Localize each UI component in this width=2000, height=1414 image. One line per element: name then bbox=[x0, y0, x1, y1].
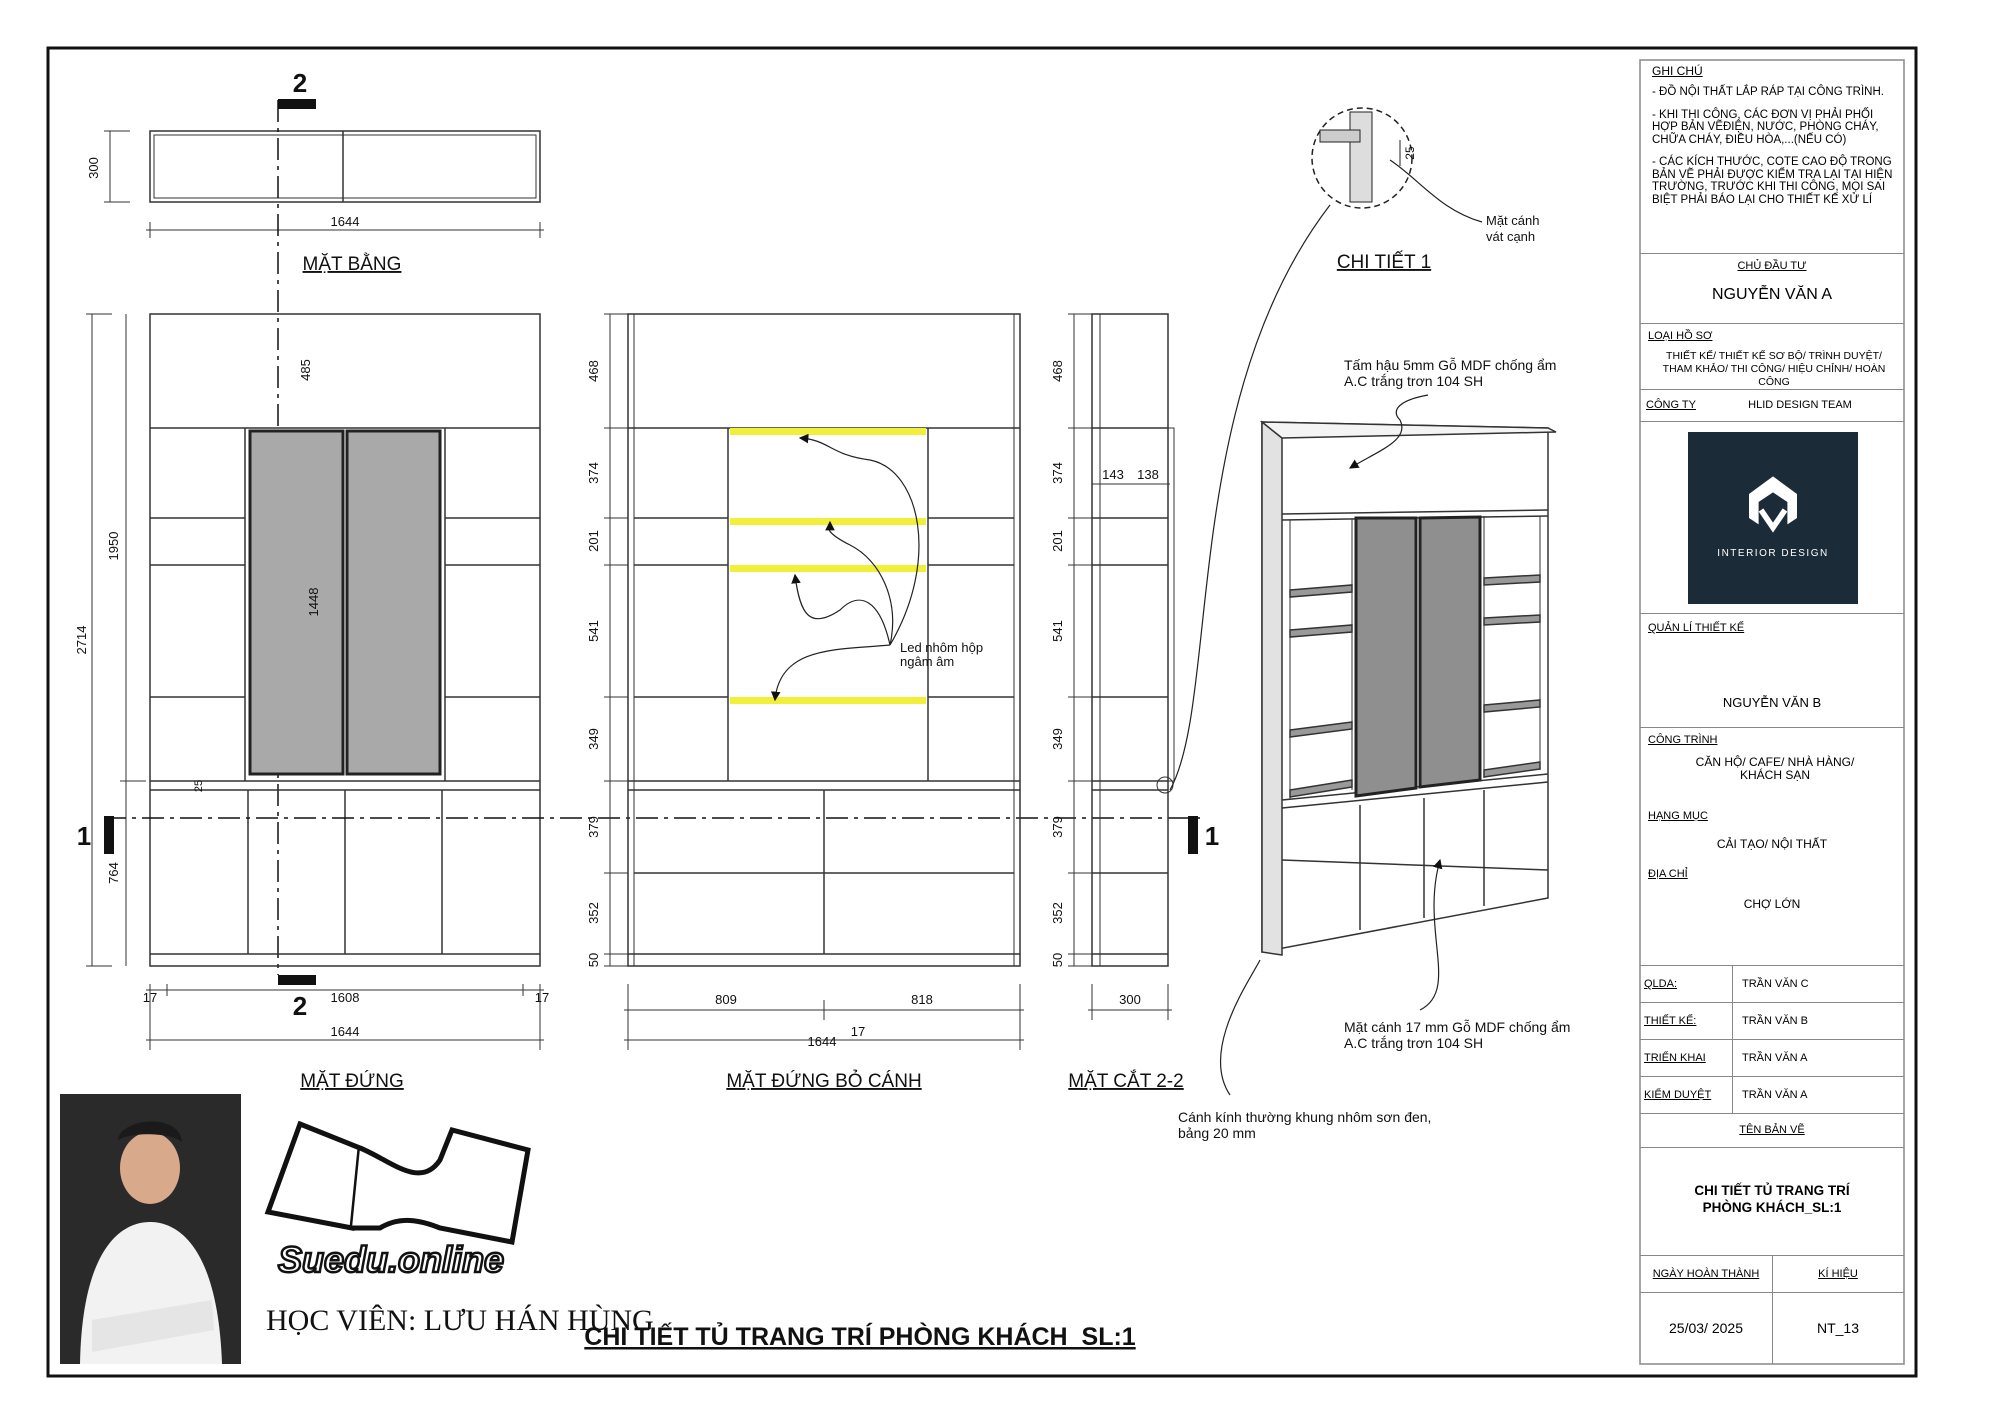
notes-list bbox=[1652, 86, 1894, 216]
row-dim: 379 bbox=[586, 816, 601, 838]
dim-inner: 1608 bbox=[330, 990, 360, 1005]
led-note-line2: ngâm âm bbox=[900, 654, 955, 669]
dim-right-bay: 818 bbox=[911, 992, 933, 1007]
section-dim-a: 143 bbox=[1102, 467, 1124, 482]
completion-date: 25/03/ 2025 bbox=[1669, 1320, 1743, 1336]
drawing-title: CHI TIẾT TỦ TRANG TRÍ PHÒNG KHÁCH_SL:1 bbox=[584, 1323, 1136, 1351]
brand-watermark: Suedu.online bbox=[278, 1239, 505, 1280]
role-divider bbox=[1732, 1077, 1733, 1114]
row-dim: 352 bbox=[586, 902, 601, 924]
notes-section bbox=[1640, 60, 1904, 254]
dim-top: 485 bbox=[298, 359, 313, 381]
dim-side-left: 17 bbox=[142, 990, 158, 1005]
project-info-section bbox=[1640, 728, 1904, 966]
company-logo bbox=[1688, 432, 1858, 604]
dim-lower-height: 764 bbox=[106, 862, 121, 884]
doc-type-label: LOẠI HỒ SƠ bbox=[1648, 330, 1713, 342]
row-divider bbox=[1640, 1292, 1904, 1293]
date-label: NGÀY HOÀN THÀNH bbox=[1652, 1268, 1760, 1280]
dim-left-bay: 809 bbox=[715, 992, 737, 1007]
row-dim: 541 bbox=[1050, 620, 1065, 642]
section-row-dims bbox=[1050, 360, 1065, 967]
section-dim-b: 138 bbox=[1137, 467, 1159, 482]
row-dim: 468 bbox=[586, 360, 601, 382]
dim-total-width-2: 1644 bbox=[807, 1034, 837, 1049]
glass-note-line1: Cánh kính thường khung nhôm sơn đen, bbox=[1178, 1109, 1432, 1125]
role-row bbox=[1640, 1003, 1904, 1040]
role-name: TRẦN VĂN C bbox=[1742, 978, 1809, 990]
back-panel-note-line2: A.C trắng trơn 104 SH bbox=[1344, 373, 1484, 389]
date-code-row bbox=[1640, 1256, 1904, 1364]
detail-title: CHI TIẾT 1 bbox=[1336, 252, 1432, 273]
dim-upper-height: 1950 bbox=[106, 531, 121, 561]
role-row bbox=[1640, 1040, 1904, 1077]
section-2-2 bbox=[1092, 314, 1174, 966]
code-label: KÍ HIỆU bbox=[1818, 1268, 1858, 1280]
section-title: MẶT CẮT 2-2 bbox=[1068, 1071, 1184, 1092]
role-label: QLDA: bbox=[1644, 978, 1678, 990]
elevation-no-doors-title: MẶT ĐỨNG BỎ CÁNH bbox=[726, 1071, 922, 1092]
row-dim: 468 bbox=[1050, 360, 1065, 382]
address-label: ĐỊA CHỈ bbox=[1648, 868, 1688, 880]
drawing-code: NT_13 bbox=[1816, 1320, 1860, 1336]
item-name: CẢI TẠO/ NỘI THẤT bbox=[1716, 837, 1828, 851]
plan-width-dim: 1644 bbox=[330, 214, 360, 229]
front-elevation-title: MẶT ĐỨNG bbox=[300, 1071, 404, 1092]
section-marker-2-top: 2 bbox=[292, 68, 308, 98]
company-label: CÔNG TY bbox=[1646, 399, 1696, 411]
detail-1 bbox=[1312, 108, 1482, 222]
roles-table bbox=[1640, 966, 1904, 1114]
role-label: THIẾT KẾ: bbox=[1644, 1015, 1697, 1027]
detail-note-line2: vát cạnh bbox=[1486, 229, 1536, 244]
role-row bbox=[1640, 1077, 1904, 1114]
row-dim: 541 bbox=[586, 620, 601, 642]
logo-text: INTERIOR DESIGN bbox=[1717, 548, 1829, 559]
row-dim: 50 bbox=[1050, 952, 1065, 968]
manager-label: QUẢN LÍ THIẾT KẾ bbox=[1648, 622, 1745, 634]
dim-total-width: 1644 bbox=[330, 1024, 360, 1039]
row-dim: 374 bbox=[1050, 462, 1065, 484]
sheet-name-label: TÊN BẢN VẼ bbox=[1739, 1124, 1805, 1136]
dim-glass: 1448 bbox=[306, 587, 321, 617]
glass-doors bbox=[250, 431, 440, 774]
owner-section bbox=[1640, 254, 1904, 324]
role-row bbox=[1640, 966, 1904, 1003]
led-strips bbox=[730, 428, 926, 704]
company-section bbox=[1640, 390, 1904, 422]
notes-header: GHI CHÚ bbox=[1652, 64, 1703, 78]
note-item: - KHI THI CÔNG, CÁC ĐƠN VỊ PHẢI PHỐI HỢP BẢN VẼĐIỆN, NƯỚC, PHÒNG CHÁY, CHỮA CHÁY, ĐIỀU HÒA,...(NẾU CÓ) bbox=[1652, 108, 1879, 146]
section-depth-dim: 300 bbox=[1119, 992, 1141, 1007]
row-dim: 349 bbox=[586, 728, 601, 750]
elevation-no-doors-dims bbox=[604, 314, 1024, 1050]
door-face-note-line2: A.C trắng trơn 104 SH bbox=[1344, 1035, 1484, 1051]
plan-depth-dim: 300 bbox=[86, 157, 101, 179]
role-divider bbox=[1732, 1040, 1733, 1077]
section-line-1 bbox=[104, 816, 1204, 854]
led-note-line1: Led nhôm hộp bbox=[900, 640, 984, 655]
role-label: KIỂM DUYỆT bbox=[1644, 1089, 1712, 1101]
owner-name: NGUYỄN VĂN A bbox=[1711, 286, 1833, 303]
role-name: TRẦN VĂN A bbox=[1742, 1052, 1808, 1064]
role-label: TRIỂN KHAI bbox=[1644, 1052, 1706, 1064]
glass-note-line2: bảng 20 mm bbox=[1178, 1125, 1256, 1141]
door-face-note-line1: Mặt cánh 17 mm Gỗ MDF chống ẩm bbox=[1344, 1019, 1571, 1035]
section-dims bbox=[1068, 314, 1172, 1020]
back-panel-note-line1: Tấm hậu 5mm Gỗ MDF chống ẩm bbox=[1344, 357, 1557, 373]
dim-gap: 25 bbox=[193, 779, 205, 793]
row-dim: 379 bbox=[1050, 816, 1065, 838]
row-dim: 374 bbox=[586, 462, 601, 484]
logo-mark-icon bbox=[1733, 462, 1813, 542]
role-divider bbox=[1732, 1003, 1733, 1040]
manager-name: NGUYỄN VĂN B bbox=[1722, 695, 1822, 710]
note-item: - ĐỒ NỘI THẤT LẮP RÁP TẠI CÔNG TRÌNH. bbox=[1652, 86, 1884, 98]
dim-mid-panel: 17 bbox=[850, 1024, 866, 1039]
company-name: HLID DESIGN TEAM bbox=[1748, 399, 1852, 411]
role-divider bbox=[1732, 966, 1733, 1003]
detail-note-line1: Mặt cánh bbox=[1486, 213, 1540, 228]
plan-view bbox=[104, 131, 544, 238]
logo-section bbox=[1640, 422, 1904, 614]
address: CHỢ LỚN bbox=[1743, 897, 1801, 911]
row-dim: 352 bbox=[1050, 902, 1065, 924]
dim-side-right: 17 bbox=[534, 990, 550, 1005]
role-name: TRẦN VĂN B bbox=[1742, 1015, 1809, 1027]
section-marker-1-right: 1 bbox=[1204, 821, 1220, 851]
dim-total-height: 2714 bbox=[74, 625, 89, 655]
plan-title: MẶT BẰNG bbox=[302, 254, 402, 275]
section-marker-1-left: 1 bbox=[76, 821, 92, 851]
row-dim: 50 bbox=[586, 952, 601, 968]
detail-dim: 25 bbox=[1403, 146, 1417, 160]
manager-section bbox=[1640, 614, 1904, 728]
doc-type-section bbox=[1640, 324, 1904, 390]
brand-logo bbox=[268, 1124, 528, 1242]
student-photo bbox=[60, 1094, 241, 1364]
row-dim: 201 bbox=[1050, 530, 1065, 552]
sheet-name: CHI TIẾT TỦ TRANG TRÍ PHÒNG KHÁCH_SL:1 bbox=[1694, 1183, 1850, 1215]
sheet-name-row bbox=[1640, 1148, 1904, 1256]
section-marker-2-bottom: 2 bbox=[292, 991, 308, 1021]
project-name: CĂN HỘ/ CAFE/ NHÀ HÀNG/ KHÁCH SẠN bbox=[1695, 755, 1855, 782]
student-name: HỌC VIÊN: LƯU HÁN HÙNG bbox=[266, 1304, 654, 1337]
role-name: TRẦN VĂN A bbox=[1742, 1089, 1808, 1101]
project-label: CÔNG TRÌNH bbox=[1648, 734, 1718, 746]
sheet-name-label-row bbox=[1640, 1114, 1904, 1148]
isometric-view bbox=[1262, 422, 1556, 955]
row-dim: 349 bbox=[1050, 728, 1065, 750]
front-elevation bbox=[150, 314, 540, 966]
row-dim: 201 bbox=[586, 530, 601, 552]
title-block bbox=[1640, 60, 1904, 1364]
elevation-no-doors-row-dims bbox=[586, 360, 601, 967]
owner-label: CHỦ ĐẦU TƯ bbox=[1737, 260, 1807, 272]
note-item: - CÁC KÍCH THƯỚC, COTE CAO ĐỘ TRONG BẢN VẼ PHẢI ĐƯỢC KIỂM TRA LẠI TẠI HIỆN TRƯỜNG, TRƯỚC KHI THI CÔNG, MỌI SAI BIỆT PHẢI BÁO LẠI CHO THIẾT KẾ XỬ LÍ bbox=[1652, 156, 1893, 206]
item-label: HẠNG MỤC bbox=[1648, 810, 1708, 822]
doc-type: THIẾT KẾ/ THIẾT KẾ SƠ BỘ/ TRÌNH DUYỆT/ THAM KHẢO/ THI CÔNG/ HIỆU CHỈNH/ HOÀN CÔNG bbox=[1662, 350, 1886, 388]
